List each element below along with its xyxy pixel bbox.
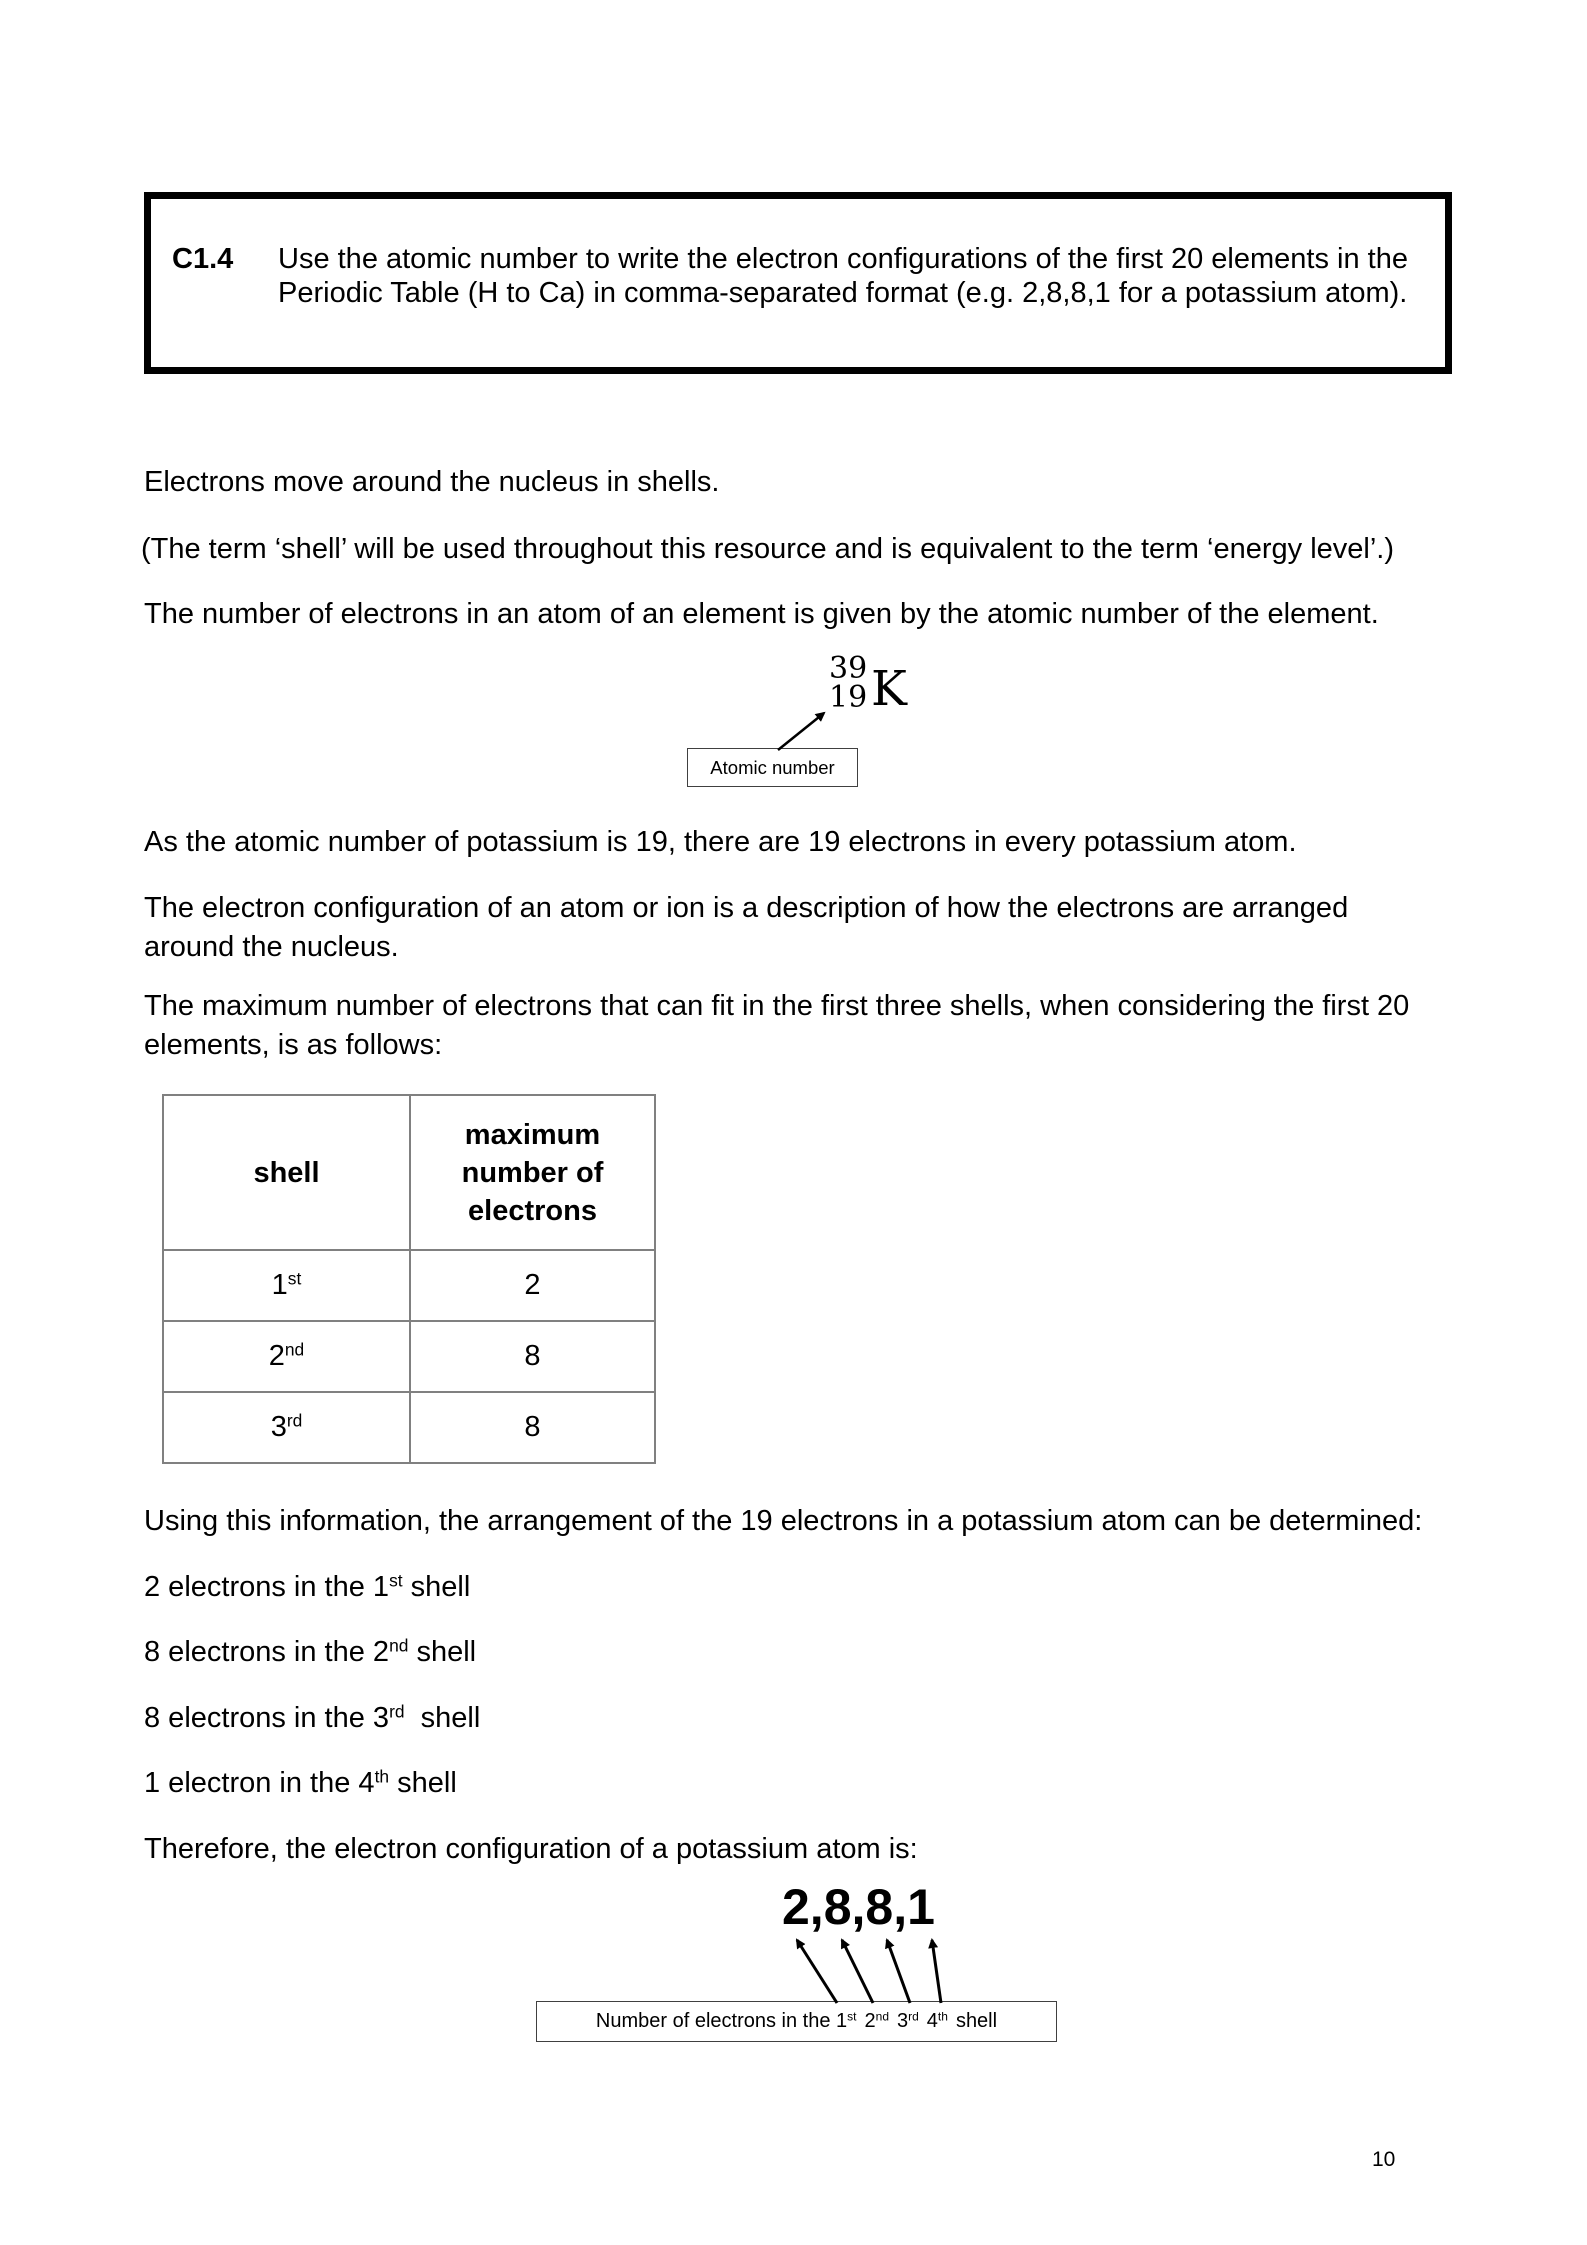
cell-max: 2 xyxy=(410,1250,655,1321)
header-shell: shell xyxy=(163,1095,410,1250)
shell-suffix: st xyxy=(287,1268,302,1289)
arrangement-tail: shell xyxy=(402,1571,471,1603)
shell-suffix: nd xyxy=(284,1339,305,1360)
arrangement-tail: shell xyxy=(404,1702,481,1734)
arrangement-line xyxy=(144,1699,480,1738)
shell-number: 3 xyxy=(372,1702,390,1734)
table-header-row xyxy=(163,1095,655,1250)
shell-1-arrow xyxy=(797,1940,837,2003)
shell-number: 3 xyxy=(270,1411,287,1443)
shell-number: 2 xyxy=(864,2010,876,2032)
cell-max: 8 xyxy=(410,1321,655,1392)
paragraph-potassium-count: As the atomic number of potassium is 19, there are 19 electrons in every potassium atom. xyxy=(144,826,1297,858)
objective-code: C1.4 xyxy=(172,243,234,275)
table-row xyxy=(163,1392,655,1463)
paragraph-arrangement-intro: Using this information, the arrangement of the 19 electrons in a potassium atom can be determined: xyxy=(144,1505,1423,1537)
atomic-number-label: Atomic number xyxy=(687,748,858,787)
config-label-prefix: Number of electrons in the xyxy=(595,2010,837,2032)
arrangement-text: 8 electrons in the xyxy=(144,1702,373,1734)
shell-suffix: st xyxy=(389,1570,403,1591)
cell-max: 8 xyxy=(410,1392,655,1463)
shell-suffix: nd xyxy=(875,2009,889,2024)
table-row xyxy=(163,1321,655,1392)
arrangement-line xyxy=(144,1568,470,1607)
shell-number: 4 xyxy=(358,1767,375,1799)
shell-capacity-table xyxy=(162,1094,656,1464)
atomic-number-arrow xyxy=(778,713,824,750)
arrangement-text: 8 electrons in the xyxy=(144,1636,373,1668)
shell-number: 4 xyxy=(926,2010,938,2032)
shell-number: 2 xyxy=(372,1636,390,1668)
shell-suffix: rd xyxy=(286,1410,303,1431)
shell-suffix: th xyxy=(374,1766,390,1787)
shell-2-arrow xyxy=(842,1940,873,2003)
electron-configuration: 2,8,8,1 xyxy=(782,1879,935,1935)
shell-suffix: st xyxy=(847,2009,857,2024)
shell-number: 1 xyxy=(836,2010,848,2032)
paragraph-therefore: Therefore, the electron configuration of a potassium atom is: xyxy=(144,1833,918,1865)
arrangement-tail: shell xyxy=(389,1767,457,1799)
table-row xyxy=(163,1250,655,1321)
arrangement-text: 1 electron in the xyxy=(144,1767,359,1799)
header-max-electrons-text: maximum number of electrons xyxy=(461,1118,604,1227)
element-symbol: K xyxy=(871,661,907,717)
shell-number: 3 xyxy=(897,2010,909,2032)
cell-shell xyxy=(163,1321,410,1392)
page-number: 10 xyxy=(1372,2148,1396,2171)
shell-number: 1 xyxy=(271,1269,288,1301)
shell-3-arrow xyxy=(887,1940,910,2003)
header-max-electrons xyxy=(410,1095,655,1250)
shell-suffix: nd xyxy=(389,1635,409,1656)
arrangement-tail: shell xyxy=(408,1636,477,1668)
shell-suffix: th xyxy=(937,2009,948,2024)
paragraph-config-definition: The electron configuration of an atom or ion is a description of how the electrons are arranged around the nucleus. xyxy=(144,892,1349,963)
config-label-suffix: shell xyxy=(955,2010,998,2032)
shell-number: 2 xyxy=(268,1340,285,1372)
paragraph-max-electrons-intro: The maximum number of electrons that can fit in the first three shells, when considering the first 20 elements, is as follows: xyxy=(144,990,1410,1061)
cell-shell xyxy=(163,1250,410,1321)
paragraph-shells-intro: Electrons move around the nucleus in shells. xyxy=(144,466,720,498)
arrangement-line xyxy=(144,1633,476,1672)
configuration-label xyxy=(536,2001,1057,2042)
shell-number: 1 xyxy=(372,1571,390,1603)
shell-suffix: rd xyxy=(908,2009,919,2024)
paragraph-electrons-count: The number of electrons in an atom of an element is given by the atomic number of the element. xyxy=(144,598,1379,630)
objective-text: Use the atomic number to write the electron configurations of the first 20 elements in the Periodic Table (H to Ca) in comma-separated format (e.g. 2,8,8,1 for a potassium atom). xyxy=(278,243,1408,309)
arrangement-line xyxy=(144,1764,457,1803)
mass-number: 39 xyxy=(829,651,868,686)
shell-4-arrow xyxy=(932,1940,941,2003)
paragraph-shell-term-note: (The term ‘shell’ will be used throughout this resource and is equivalent to the term ‘energy level’.) xyxy=(141,533,1394,565)
cell-shell xyxy=(163,1392,410,1463)
atomic-number: 19 xyxy=(829,680,868,715)
shell-suffix: rd xyxy=(389,1701,405,1722)
arrangement-text: 2 electrons in the xyxy=(144,1571,373,1603)
isotope-notation xyxy=(826,651,916,718)
